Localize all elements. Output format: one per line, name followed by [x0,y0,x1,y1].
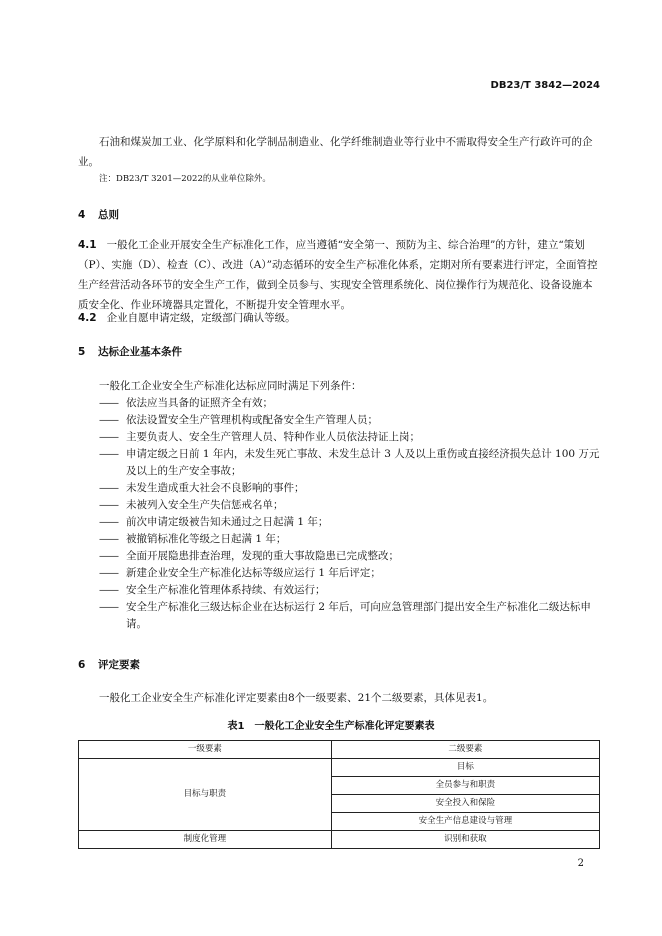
section-6-number: 6 [78,659,86,671]
section-6-intro: 一般化工企业安全生产标准化评定要素由8个一级要素、21个二级要素，具体见表1。 [99,692,494,704]
dash-mark: —— [99,482,118,494]
clause-4-1-number: 4.1 [78,239,97,251]
dash-mark: —— [99,567,118,579]
standard-code: DB23/T 3842—2024 [490,80,600,91]
dash-mark: —— [99,414,118,426]
list-item [99,412,604,429]
table-header-cell: 一级要素 [79,741,332,759]
list-item [99,548,604,565]
list-item [99,446,604,480]
list-item [99,497,604,514]
section-6-title: 评定要素 [98,659,140,671]
list-item-text: 主要负责人、安全生产管理人员、特种作业人员依法持证上岗； [126,431,420,443]
section-4-number: 4 [78,209,86,221]
section-5-number: 5 [78,346,86,358]
list-item-text: 前次申请定级被告知未通过之日起满 1 年； [126,516,329,528]
section-5-title: 达标企业基本条件 [98,346,182,358]
section-4-title: 总则 [98,209,119,221]
dash-mark: —— [99,499,118,511]
section-5-intro: 一般化工企业安全生产标准化达标应同时满足下列条件： [99,380,362,392]
table-header-cell: 二级要素 [331,741,599,759]
clause-gap [97,239,107,251]
clause-4-2-number: 4.2 [78,312,97,324]
clause-4-2-text: 企业自愿申请定级，定级部门确认等级。 [106,312,296,324]
dash-mark: —— [99,431,118,443]
dash-mark: —— [99,550,118,562]
continuation-paragraph: 石油和煤炭加工业、化学原料和化学制品制造业、化学纤维制造业等行业中不需取得安全生产行政许可的企业。 [78,136,593,168]
page-number: 2 [577,858,584,869]
list-item [99,531,604,548]
table-cell: 识别和获取 [331,831,599,849]
list-item-text: 依法设置安全生产管理机构或配备安全生产管理人员； [126,414,378,426]
section-5-heading [78,344,182,359]
list-item-text: 申请定级之日前 1 年内，未发生死亡事故、未发生总计 3 人及以上重伤或直接经济损失总计 100 万元及以上的生产安全事故； [126,448,600,477]
table-header-row [79,741,600,759]
list-item [99,480,604,497]
dash-mark: —— [99,516,118,528]
clause-4-2 [78,308,598,328]
table-cell: 全员参与和职责 [331,777,599,795]
dash-mark: —— [99,448,118,460]
clause-4-1 [78,235,598,315]
note: 注：DB23/T 3201—2022的从业单位除外。 [99,174,271,184]
list-item [99,395,604,412]
elements-table [78,740,600,849]
dash-mark: —— [99,533,118,545]
dash-mark: —— [99,397,118,409]
list-item-text: 安全生产标准化三级达标企业在达标运行 2 年后，可向应急管理部门提出安全生产标准化二级达标申请。 [126,601,591,630]
clause-4-1-text: 一般化工企业开展安全生产标准化工作，应当遵循“安全第一、预防为主、综合治理”的方针，建立“策划（P）、实施（D）、检查（C）、改进（A）”动态循环的安全生产标准化体系，定期对所有要素进行评定，全面管控生产经营活动各环节的安全生产工作，做到全员参与、实现安全管理系统化、岗位操作行为规范化、设备设施本质安全化、作业环境器具定置化，不断提升安全管理水平。 [78,239,598,311]
list-item-text: 依法应当具备的证照齐全有效； [126,397,273,409]
list-item-text: 全面开展隐患排查治理，发现的重大事故隐患已完成整改； [126,550,399,562]
table-cell: 安全投入和保险 [331,795,599,813]
dash-mark: —— [99,584,118,596]
list-item [99,514,604,531]
condition-list [99,395,604,633]
table-cell: 安全生产信息建设与管理 [331,813,599,831]
table-row [79,831,600,849]
list-item-text: 安全生产标准化管理体系持续、有效运行； [126,584,326,596]
list-item-text: 未被列入安全生产失信惩戒名单； [126,499,284,511]
list-item-text: 新建企业安全生产标准化达标等级应运行 1 年后评定； [126,567,381,579]
table-cell: 目标 [331,759,599,777]
table-title: 表1 一般化工企业安全生产标准化评定要素表 [227,721,435,732]
table-row [79,759,600,777]
list-item [99,429,604,446]
list-item [99,582,604,599]
section-4-heading [78,207,119,222]
section-6-heading [78,657,140,672]
table-group-cell: 目标与职责 [79,759,332,831]
clause-gap [97,312,107,324]
list-item-text: 被撤销标准化等级之日起满 1 年； [126,533,287,545]
dash-mark: —— [99,601,118,613]
list-item [99,565,604,582]
list-item [99,599,604,633]
table-group-cell: 制度化管理 [79,831,332,849]
list-item-text: 未发生造成重大社会不良影响的事件； [126,482,305,494]
